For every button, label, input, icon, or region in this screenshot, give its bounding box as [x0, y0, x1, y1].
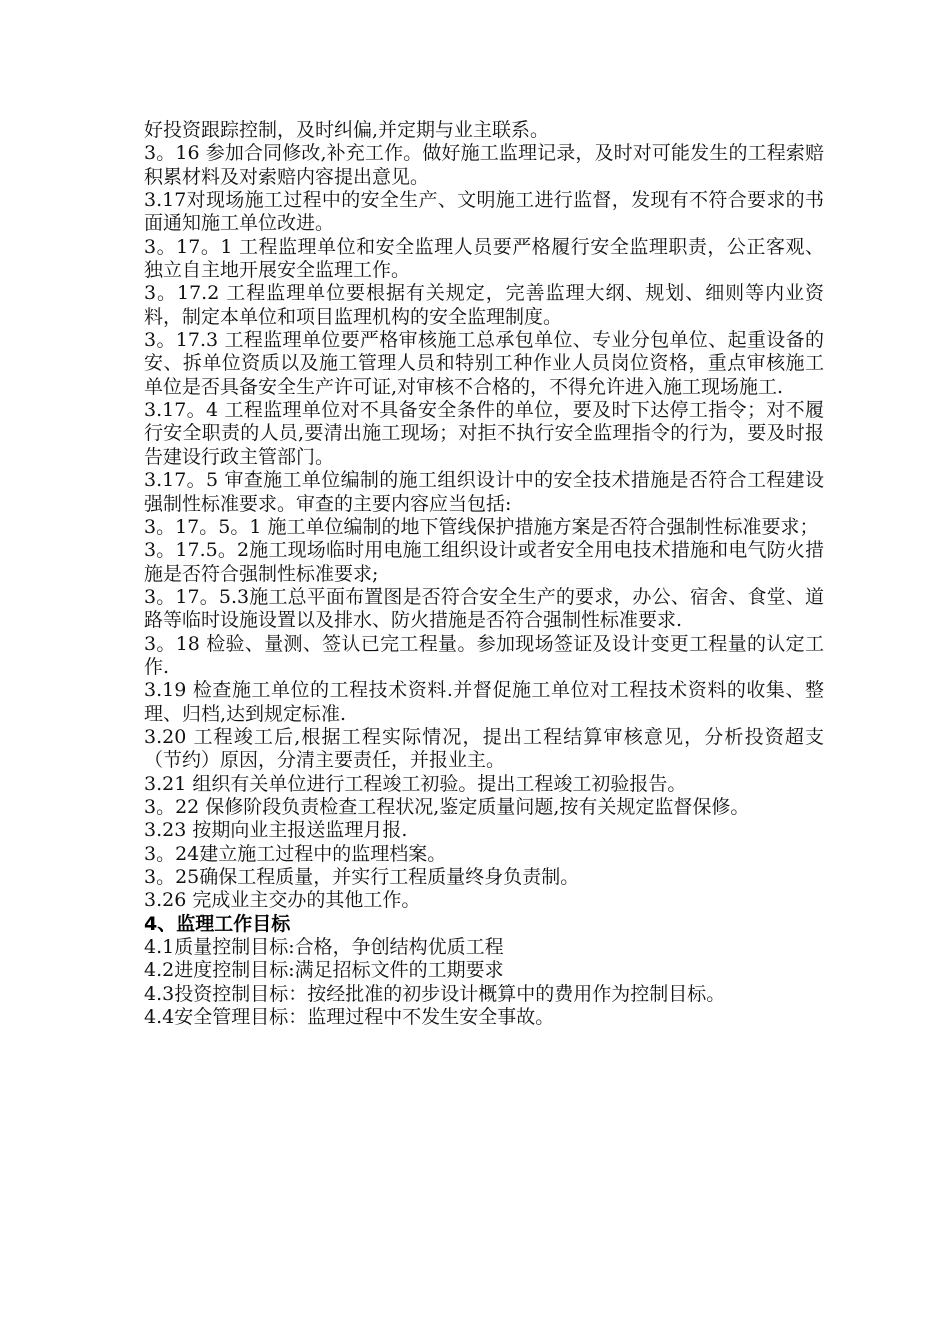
paragraph-3-17-1: 3。17。1 工程监理单位和安全监理人员要严格履行安全监理职责，公正客观、独立自主地开展安全监理工作。	[144, 235, 824, 282]
paragraph-3-20: 3.20 工程竣工后,根据工程实际情况，提出工程结算审核意见，分析投资超支（节约）原因，分清主要责任，并报业主。	[144, 725, 824, 772]
section-4-list	[144, 936, 824, 1029]
section-heading: 4、监理工作目标	[144, 912, 291, 935]
paragraph-3-22: 3。22 保修阶段负责检查工程状况,鉴定质量问题,按有关规定监督保修。	[144, 795, 750, 818]
paragraph-3-15-continued: 好投资跟踪控制，及时纠偏,并定期与业主联系。	[144, 119, 550, 141]
document-page	[144, 119, 824, 1029]
paragraph-3-24: 3。24建立施工过程中的监理档案。	[144, 842, 447, 865]
paragraph-3-25: 3。25确保工程质量，并实行工程质量终身负责制。	[144, 866, 580, 888]
paragraph-3-17: 3.17对现场施工过程中的安全生产、文明施工进行监督，发现有不符合要求的书面通知施工单位改进。	[144, 189, 824, 235]
paragraph-3-17-3: 3。17.3 工程监理单位要严格审核施工总承包单位、专业分包单位、起重设备的安、拆单位资质以及施工管理人员和特别工种作业人员岗位资格，重点审核施工单位是否具备安全生产许可证,对审核不合格的，不得允许进入施工现场施工.	[144, 329, 824, 398]
paragraph-3-17-5-1: 3。17。5。1 施工单位编制的地下管线保护措施方案是否符合强制性标准要求；	[144, 515, 819, 538]
paragraph-4-4: 4.4安全管理目标：监理过程中不发生安全事故。	[144, 1006, 555, 1029]
paragraph-3-21: 3.21 组织有关单位进行工程竣工初验。提出工程竣工初验报告。	[144, 772, 687, 795]
section-3-list	[144, 119, 824, 913]
paragraph-3-17-5-2: 3。17.5。2施工现场临时用电施工组织设计或者安全用电技术措施和电气防火措施是否符合强制性标准要求;	[144, 539, 824, 585]
paragraph-3-17-5-3: 3。17。5.3施工总平面布置图是否符合安全生产的要求，办公、宿舍、食堂、道路等临时设施设置以及排水、防火措施是否符合强制性标准要求.	[144, 585, 824, 632]
paragraph-3-17-4: 3.17。4 工程监理单位对不具备安全条件的单位，要及时下达停工指令；对不履行安全职责的人员,要清出施工现场；对拒不执行安全监理指令的行为，要及时报告建设行政主管部门。	[144, 399, 824, 468]
paragraph-3-17-5: 3.17。5 审查施工单位编制的施工组织设计中的安全技术措施是否符合工程建设强制性标准要求。审查的主要内容应当包括:	[144, 469, 824, 515]
paragraph-3-26: 3.26 完成业主交办的其他工作。	[144, 889, 421, 912]
paragraph-3-18: 3。18 检验、量测、签认已完工程量。参加现场签证及设计变更工程量的认定工作.	[144, 632, 824, 678]
paragraph-3-17-2: 3。17.2 工程监理单位要根据有关规定，完善监理大纲、规划、细则等内业资料，制定本单位和项目监理机构的安全监理制度。	[144, 282, 824, 328]
paragraph-3-23: 3.23 按期向业主报送监理月报.	[144, 819, 408, 842]
paragraph-3-19: 3.19 检查施工单位的工程技术资料.并督促施工单位对工程技术资料的收集、整理、归档,达到规定标准.	[144, 679, 824, 725]
paragraph-4-2: 4.2进度控制目标:满足招标文件的工期要求	[144, 959, 504, 982]
paragraph-4-3: 4.3投资控制目标：按经批准的初步设计概算中的费用作为控制目标。	[144, 982, 726, 1005]
paragraph-4-1: 4.1质量控制目标:合格，争创结构优质工程	[144, 936, 504, 959]
paragraph-3-16: 3。16 参加合同修改,补充工作。做好施工监理记录，及时对可能发生的工程索赔积累材料及对索赔内容提出意见。	[144, 142, 824, 188]
